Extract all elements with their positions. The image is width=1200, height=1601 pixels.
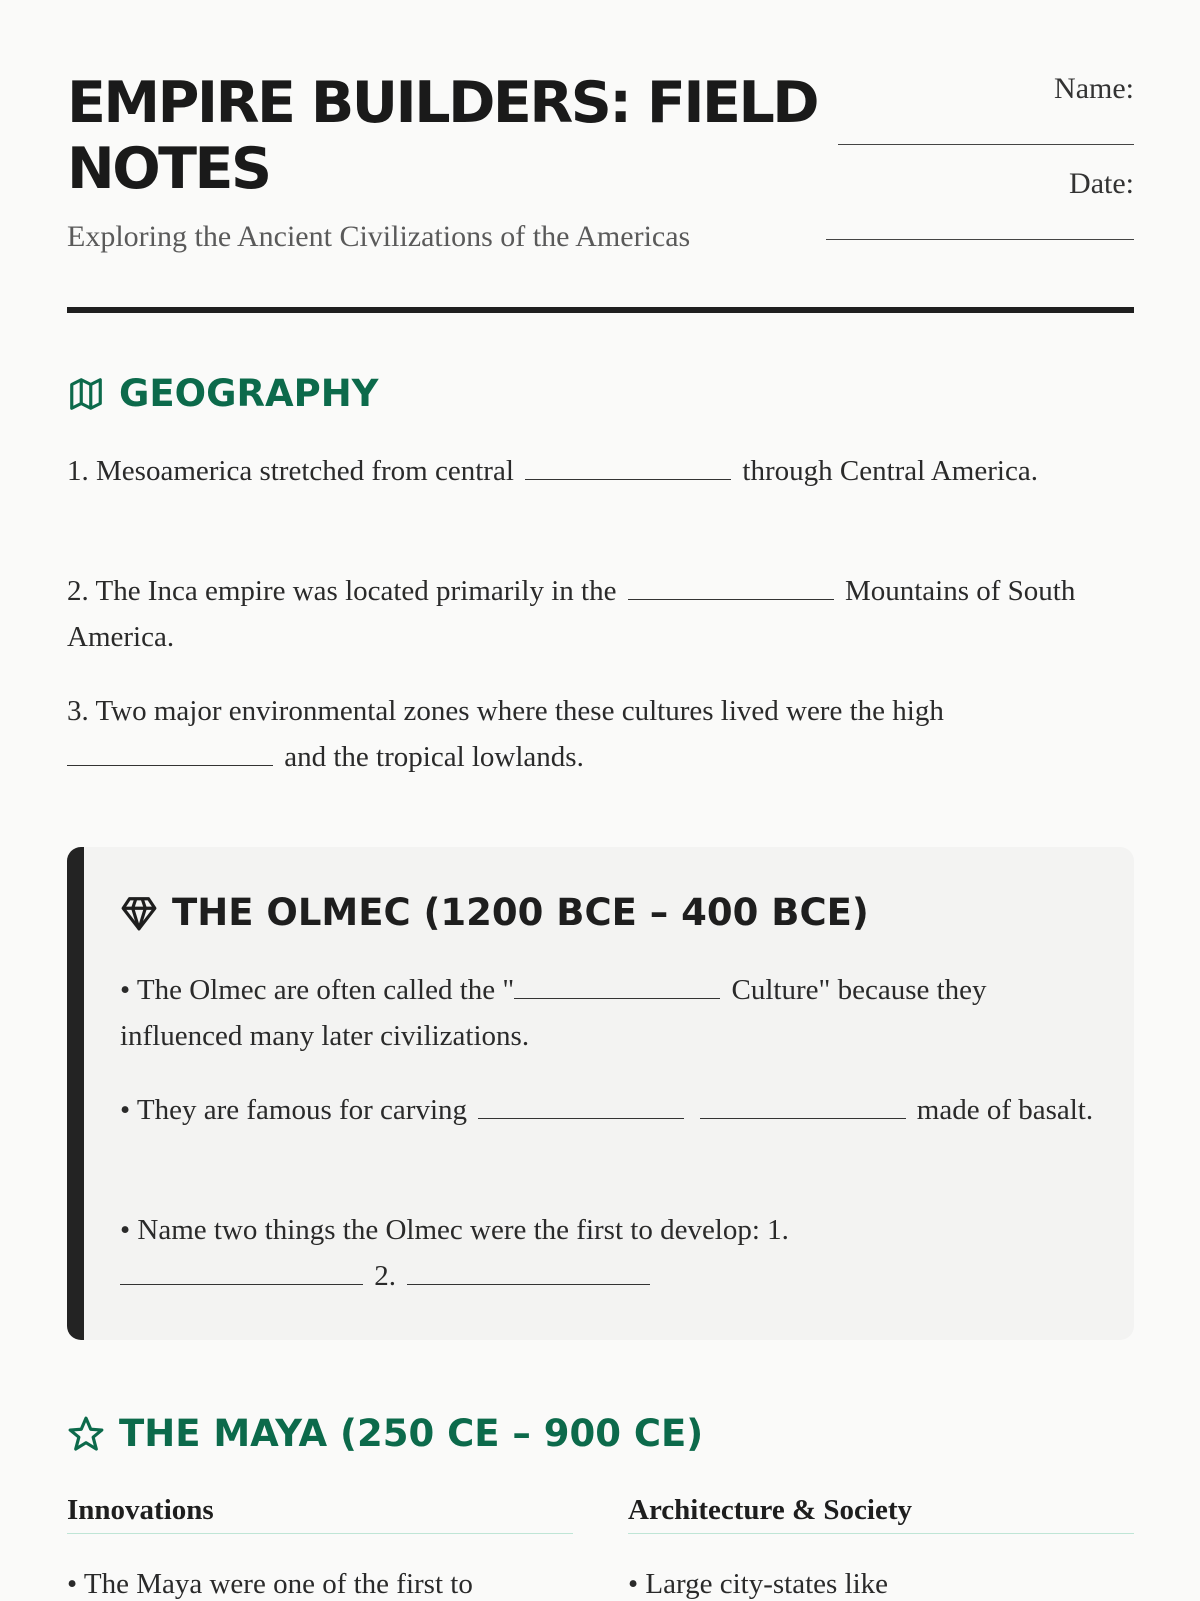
answer-blank[interactable] <box>628 569 834 600</box>
answer-blank[interactable] <box>407 1254 650 1285</box>
name-date-fields <box>814 70 1134 240</box>
item-text: made of basalt. <box>916 1094 1094 1126</box>
geography-question-3 <box>67 688 1127 780</box>
question-text: 2. The Inca empire was located primarily in the <box>67 575 617 607</box>
header-divider <box>67 307 1134 313</box>
question-text: 3. Two major environmental zones where these cultures lived were the high <box>67 695 944 727</box>
date-label: Date: <box>1069 167 1134 200</box>
olmec-item-3 <box>120 1207 1110 1299</box>
question-text: 1. Mesoamerica stretched from central <box>67 455 514 487</box>
item-text: Culture" because they influenced many later civilizations. <box>120 974 987 1052</box>
item-text: • They are famous for carving <box>120 1094 468 1126</box>
olmec-heading-label: THE OLMEC (1200 BCE – 400 BCE) <box>172 891 869 934</box>
geography-question-2 <box>67 568 1127 660</box>
header <box>67 70 1134 320</box>
gem-icon <box>120 894 158 932</box>
map-icon <box>67 375 105 413</box>
geography-heading-label: GEOGRAPHY <box>119 372 379 415</box>
maya-heading-label: THE MAYA (250 CE – 900 CE) <box>119 1412 704 1455</box>
page-title: EMPIRE BUILDERS: FIELD NOTES <box>67 70 818 202</box>
olmec-heading <box>120 891 869 934</box>
maya-innovations-text: • The Maya were one of the first to <box>67 1568 473 1600</box>
answer-blank[interactable] <box>700 1088 906 1119</box>
question-text: through Central America. <box>742 455 1038 487</box>
geography-question-1 <box>67 448 1127 494</box>
item-text: • The Olmec are often called the " <box>120 974 515 1006</box>
maya-architecture-heading: Architecture & Society <box>628 1494 1134 1534</box>
page-subtitle: Exploring the Ancient Civilizations of the Americas <box>67 220 691 253</box>
answer-blank[interactable] <box>120 1254 363 1285</box>
maya-innovations-heading: Innovations <box>67 1494 573 1534</box>
geography-heading <box>67 372 378 415</box>
answer-blank[interactable] <box>67 735 273 766</box>
olmec-item-2 <box>120 1087 1110 1133</box>
name-field[interactable] <box>838 106 1134 145</box>
date-field[interactable] <box>826 201 1134 240</box>
item-text: 2. <box>374 1260 396 1292</box>
name-label: Name: <box>1054 72 1134 105</box>
star-icon <box>67 1415 105 1453</box>
question-text: Mountains of South America. <box>67 575 1076 653</box>
olmec-card <box>67 847 1134 1340</box>
answer-blank[interactable] <box>514 968 720 999</box>
maya-architecture-text: • Large city-states like <box>628 1568 889 1600</box>
answer-blank[interactable] <box>478 1088 684 1119</box>
item-text: • Name two things the Olmec were the first to develop: 1. <box>120 1214 789 1246</box>
maya-heading <box>67 1412 703 1455</box>
olmec-item-1 <box>120 967 1110 1059</box>
answer-blank[interactable] <box>525 449 731 480</box>
question-text: and the tropical lowlands. <box>284 741 584 773</box>
